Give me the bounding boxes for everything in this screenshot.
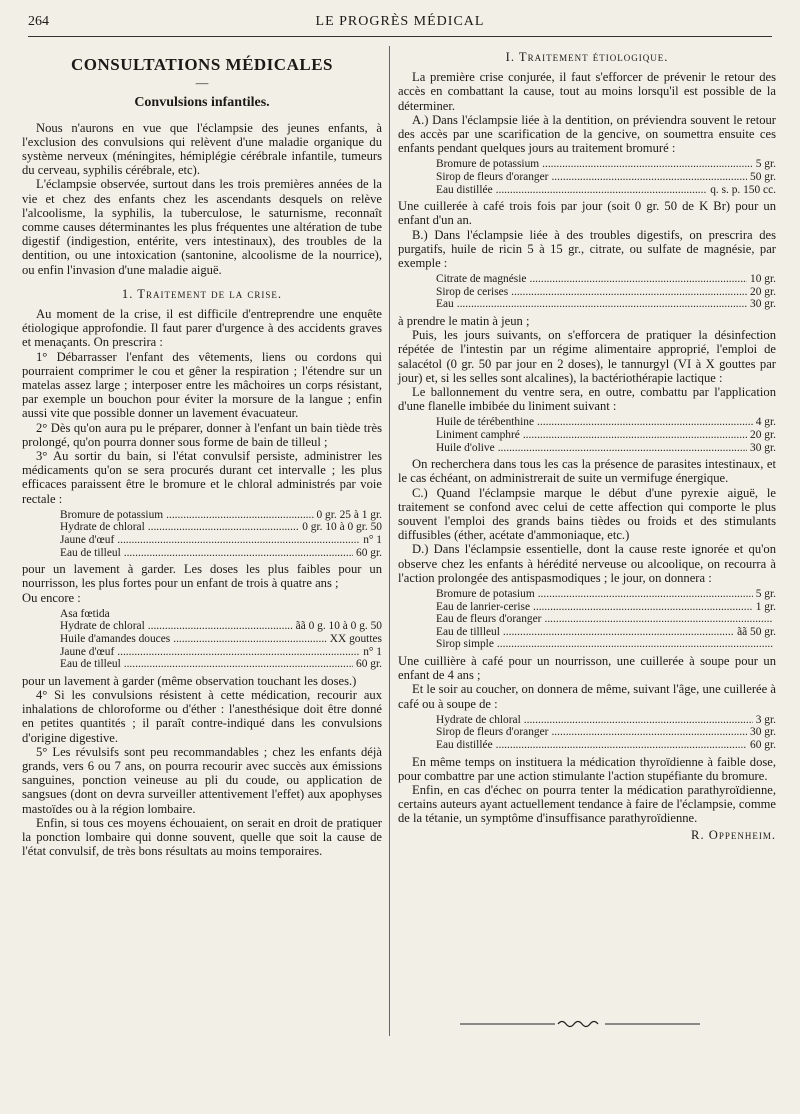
prescription-b	[436, 273, 776, 311]
rx-line: Eau ..... 30 gr.	[436, 298, 776, 311]
rx-line: Liniment camphré ..... 20 gr.	[436, 429, 776, 442]
rx-line: Eau distillée ..... 60 gr.	[436, 739, 776, 752]
page-number: 264	[28, 14, 49, 29]
running-header	[28, 12, 772, 37]
rx-line: Huile d'amandes douces ..... XX gouttes	[60, 633, 382, 646]
rx-line: Sirop de fleurs d'oranger ..... 50 gr.	[436, 171, 776, 184]
paragraph: à prendre le matin à jeun ;	[398, 314, 530, 328]
prescription-2	[60, 608, 382, 671]
section-heading: 1. Traitement de la crise.	[121, 286, 283, 301]
column-divider	[389, 46, 390, 1036]
left-column	[22, 50, 382, 858]
paragraph: L'éclampsie observée, surtout dans les trois premières années de la vie et chez des enfants chez les ascendants desquels on relève l'alcoolisme, la syphilis, la tuberculose, le saturnisme, reconnaît comme causes déterminantes les plus fréquentes une altération de tube digestif (indigestion, entérite, vers intestinaux), des troubles de la dentition, ou une intoxication (santonine, alcoolisme de la nourrice), ou enfin l'invasion d'une maladie aiguë.	[22, 177, 382, 277]
paragraph: pour un lavement à garder. Les doses les plus faibles pour un nourrisson, les plus fortes pour un enfant de trois à quatre ans ;	[22, 562, 382, 591]
paragraph: Puis, les jours suivants, on s'efforcera de pratiquer la désinfection répétée de l'intestin par un régime alimentaire approprié, l'emploi de salacétol (0 gr. 50 par jour en 2 doses), le tannurgyl (VI à X gouttes par jour) et, si les selles sont alcalines), la bactériothérapie lactique :	[398, 328, 776, 385]
paragraph: En même temps on instituera la médication thyroïdienne à faible dose, pour combattre par une action stimulante l'action stupéfiante du bromure.	[398, 754, 776, 783]
paragraph: Le ballonnement du ventre sera, en outre, combattu par l'application d'une flanelle imbibée du liniment suivant :	[398, 385, 776, 414]
paragraph: 2° Dès qu'on aura pu le préparer, donner à l'enfant un bain tiède très prolongé, qu'on pourra donner sous forme de bain de tilleul ;	[22, 420, 382, 449]
rx-line: Citrate de magnésie ..... 10 gr.	[436, 273, 776, 286]
article-subtitle: Convulsions infantiles.	[134, 95, 270, 111]
paragraph: D.) Dans l'éclampsie essentielle, dont la cause reste ignorée et qu'on observe chez les enfants à hérédité nerveuse ou alcoolique, on recourra à l'action prolongée des antispasmodiques ; le jour, on donnera :	[398, 542, 776, 585]
rx-line: Hydrate de chloral ..... 3 gr.	[436, 714, 776, 727]
paragraph: On recherchera dans tous les cas la présence de parasites intestinaux, et le cas échéant, on administrerait de suite un vermifuge énergique.	[398, 457, 776, 486]
paragraph: Enfin, si tous ces moyens échouaient, on serait en droit de pratiquer la ponction lombaire qui donne souvent, quelle que soit la cause de l'état convulsif, de très bons résultats au moins temporaires.	[22, 815, 382, 859]
paragraph: 3° Au sortir du bain, si l'état convulsif persiste, administrer les médicaments qu'on se sera procurés durant cet intervalle ; les plus efficaces paraissent être le bromure et le chloral administrés par voie rectale :	[22, 449, 382, 506]
rx-line: Sirop de fleurs d'oranger ..... 30 gr.	[436, 726, 776, 739]
paragraph: Ou encore :	[22, 590, 81, 605]
paragraph: B.) Dans l'éclampsie liée à des troubles digestifs, on prescrira des purgatifs, huile de ricin 5 à 15 gr., citrate, ou sulfate de magnésie, par exemple :	[398, 227, 776, 271]
prescription-a	[436, 158, 776, 196]
rx-line: Eau distillée ..... q. s. p. 150 cc.	[436, 184, 776, 197]
rx-line: Bromure de potasium ..... 5 gr.	[436, 588, 776, 601]
article-title: CONSULTATIONS MÉDICALES	[70, 55, 333, 74]
paragraph: La première crise conjurée, il faut s'efforcer de prévenir le retour des accès en combattant la cause, tout au moins lorsqu'il est possible de la déterminer.	[398, 70, 776, 113]
rx-line: Sirop de cerises ..... 20 gr.	[436, 286, 776, 299]
paragraph: 5° Les révulsifs sont peu recommandables ; chez les enfants déjà grands, vers 6 ou 7 ans, on pourra recourir avec succès aux émissions sanguines, ponction veineuse au pli du coude, ou application de sangsues (dont on devra surveiller attentivement l'effet) aux apophyses mastoïdes ou à la région lombaire.	[22, 744, 382, 816]
rx-line: Hydrate de chloral ..... 0 gr. 10 à 0 gr. 50	[60, 521, 382, 534]
rx-line: Huile d'olive ..... 30 gr.	[436, 442, 776, 455]
paragraph: Une cuillière à café pour un nourrisson, une cuillerée à soupe pour un enfant de 4 ans ;	[398, 654, 776, 683]
paragraph: 1° Débarrasser l'enfant des vêtements, liens ou cordons qui pourraient comprimer le cou et gêner la respiration ; l'étendre sur un matelas assez large ; interposer entre les mâchoires un corps résistant, par exemple un bouchon pour éviter la morsure de la langue ; enfin aussi vite que possible donner un lavement évacuateur.	[22, 349, 382, 421]
paragraph: pour un lavement à garder (même observation touchant les doses.)	[22, 673, 357, 688]
paragraph: A.) Dans l'éclampsie liée à la dentition, on préviendra souvent le retour des accès par une scarification de la gencive, on soumettra ensuite ces enfants pendant quelques jours au traitement bromuré :	[398, 112, 776, 156]
paragraph: C.) Quand l'éclampsie marque le début d'une pyrexie aiguë, le traitement se confond avec celui de cette affection qui comporte le plus souvent l'emploi des grands bains tièdes ou froids et des stimulants diffusibles (éther, acétate d'ammoniaque, etc.)	[398, 485, 776, 543]
rx-line: Eau de tilleul ..... 60 gr.	[60, 547, 382, 560]
prescription-night	[436, 714, 776, 752]
prescription-liniment	[436, 416, 776, 454]
section-heading: I. Traitement étiologique.	[505, 50, 669, 64]
rx-line: Eau de fleurs d'oranger .....	[436, 613, 776, 626]
paragraph: Enfin, en cas d'échec on pourra tenter la médication parathyroïdienne, certains auteurs ayant actuellement tendance à faire de l'éclampsie, comme de la tétanie, un symptôme d'insuffisance parathyroïdienne.	[398, 783, 776, 826]
rx-line: Jaune d'œuf ..... n° 1	[60, 646, 382, 659]
paragraph: 4° Si les convulsions résistent à cette médication, recourir aux inhalations de chloroforme ou d'éther : l'anesthésique doit être donné en petites quantités ; il paraît contre-indiqué dans les convulsions d'origine digestive.	[22, 688, 382, 745]
paragraph: Et le soir au coucher, on donnera de même, suivant l'âge, une cuillerée à café ou à soupe de :	[398, 682, 776, 711]
paragraph: Nous n'aurons en vue que l'éclampsie des jeunes enfants, à l'exclusion des convulsions qui relèvent d'une maladie organique du système nerveux (méningites, hémiplégie cérébrale infantile, tumeurs du cerveau, syphilis cérébrale, etc).	[22, 120, 382, 178]
rx-line: Eau de tilleul ..... 60 gr.	[60, 658, 382, 671]
rx-line: Bromure de potassium ..... 5 gr.	[436, 158, 776, 171]
rx-line: Bromure de potassium ..... 0 gr. 25 à 1 gr.	[60, 509, 382, 522]
rx-line: Eau de tillleul ..... ãã 50 gr.	[436, 626, 776, 639]
rx-line: Sirop simple .....	[436, 638, 776, 651]
author-signature: R. Oppenheim.	[691, 827, 776, 842]
prescription-1	[60, 509, 382, 559]
rx-line: Huile de térébenthine ..... 4 gr.	[436, 416, 776, 429]
rx-line: Asa fœtida	[60, 607, 110, 620]
prescription-d	[436, 588, 776, 651]
rx-line: Hydrate de chloral ..... ãã 0 g. 10 à 0 g. 50	[60, 620, 382, 633]
running-title: LE PROGRÈS MÉDICAL	[315, 14, 485, 29]
rx-line: Jaune d'œuf ..... n° 1	[60, 534, 382, 547]
paragraph: Au moment de la crise, il est difficile d'entreprendre une enquête étiologique approfondie. Il faut parer d'urgence à des accidents graves et menaçants. On prescrira :	[22, 307, 382, 350]
title-dash: —	[195, 76, 209, 91]
rx-line: Eau de lanrier-cerise ..... 1 gr.	[436, 601, 776, 614]
right-column	[398, 50, 776, 842]
end-ornament	[460, 1018, 700, 1030]
paragraph: Une cuillerée à café trois fois par jour (soit 0 gr. 50 de K Br) pour un enfant d'un an.	[398, 199, 776, 228]
